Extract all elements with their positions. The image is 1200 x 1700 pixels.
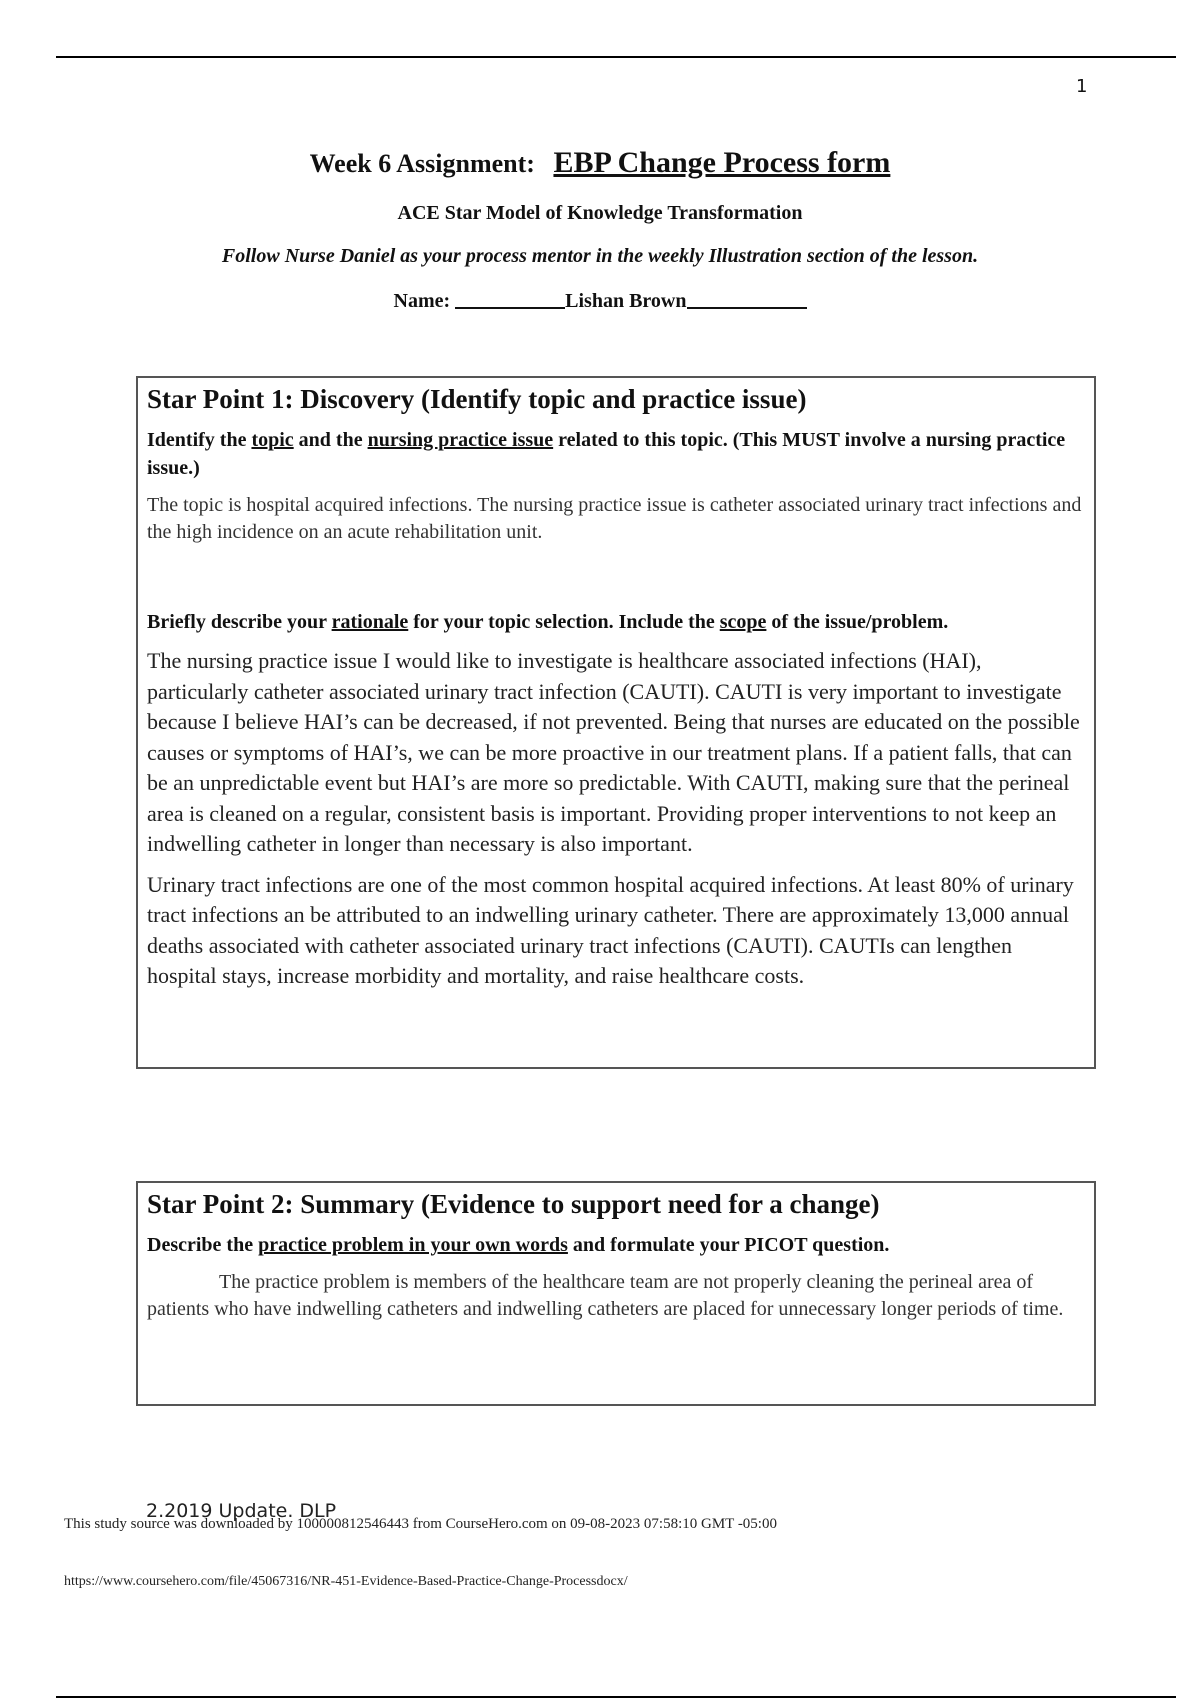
- top-rule: [56, 56, 1176, 58]
- page-title: [0, 146, 1200, 180]
- star-point-1-heading: Star Point 1: Discovery (Identify topic and practice issue): [147, 384, 807, 414]
- practice-problem-answer: The practice problem is members of the healthcare team are not properly cleaning the perineal area of patients who have indwelling catheters and indwelling catheters are placed for unnecessary longer periods of time.: [147, 1271, 1064, 1320]
- title-main: EBP Change Process form: [553, 146, 891, 179]
- prompt-text: and the: [298, 429, 363, 451]
- star-point-2-box: [136, 1181, 1096, 1406]
- mentor-note: Follow Nurse Daniel as your process mentor in the weekly Illustration section of the lesson.: [221, 245, 979, 267]
- prompt-emphasis-underlined: practice problem in your own words: [258, 1234, 568, 1256]
- rationale-prompt: [147, 608, 1086, 636]
- prompt-issue-underlined: nursing practice issue: [367, 429, 554, 451]
- name-label: Name:: [393, 290, 451, 312]
- prompt-text: related to this topic. (This MUST involve a nursing practice issue.): [147, 429, 1066, 479]
- prompt-text: of the issue/problem.: [771, 611, 949, 633]
- prompt-scope-underlined: scope: [719, 611, 767, 633]
- spacer: [147, 546, 1086, 586]
- rationale-answer-paragraph-1: The nursing practice issue I would like to investigate is healthcare associated infections (HAI), particularly catheter associated urinary tract infection (CAUTI). CAUTI is very important to investigate because I believe HAI’s can be decreased, if not prevented. Being that nurses are educated on the possible causes or symptoms of HAI’s, we can be more proactive in our treatment plans. If a patient falls, that can be an unpredictable event but HAI’s are more so predictable. With CAUTI, making sure that the perineal area is cleaned on a regular, consistent basis is important. Providing proper interventions to not keep an indwelling catheter in longer than necessary is also important.: [147, 648, 1080, 856]
- star-point-1-box: [136, 376, 1096, 1069]
- footer-source-note: This study source was downloaded by 100000812546443 from CourseHero.com on 09-08-2023 07:58:10 GMT -05:00: [64, 1516, 777, 1532]
- prompt-text: Identify the: [147, 429, 247, 451]
- prompt-text: Describe the: [147, 1234, 254, 1256]
- page-number: 1: [1076, 76, 1088, 97]
- prompt-text: for your topic selection. Include the: [413, 611, 715, 633]
- topic-prompt: [147, 426, 1086, 482]
- name-underline-right: [687, 289, 807, 309]
- prompt-topic-underlined: topic: [251, 429, 294, 451]
- prompt-rationale-underlined: rationale: [331, 611, 409, 633]
- footer-url[interactable]: https://www.coursehero.com/file/45067316/NR-451-Evidence-Based-Practice-Change-Processdocx/: [64, 1574, 628, 1589]
- footer-update-note: 2.2019 Update. DLP: [146, 1500, 337, 1522]
- bottom-rule: [56, 1696, 1176, 1698]
- practice-problem-prompt: [147, 1231, 1086, 1259]
- page-subtitle: ACE Star Model of Knowledge Transformation: [397, 202, 803, 224]
- topic-answer: The topic is hospital acquired infections. The nursing practice issue is catheter associated urinary tract infections and the high incidence on an acute rehabilitation unit.: [147, 494, 1082, 543]
- name-value: Lishan Brown: [565, 290, 687, 312]
- prompt-text: and formulate your PICOT question.: [572, 1234, 890, 1256]
- name-underline-left: [455, 289, 565, 309]
- rationale-answer-paragraph-2: Urinary tract infections are one of the most common hospital acquired infections. At least 80% of urinary tract infections an be attributed to an indwelling urinary catheter. There are approximately 13,000 annual deaths associated with catheter associated urinary tract infections (CAUTI). CAUTIs can lengthen hospital stays, increase morbidity and mortality, and raise healthcare costs.: [147, 871, 1074, 988]
- prompt-text: Briefly describe your: [147, 611, 327, 633]
- name-line: [0, 289, 1200, 313]
- title-prefix: Week 6 Assignment:: [309, 149, 535, 178]
- star-point-2-heading: Star Point 2: Summary (Evidence to support need for a change): [147, 1189, 880, 1219]
